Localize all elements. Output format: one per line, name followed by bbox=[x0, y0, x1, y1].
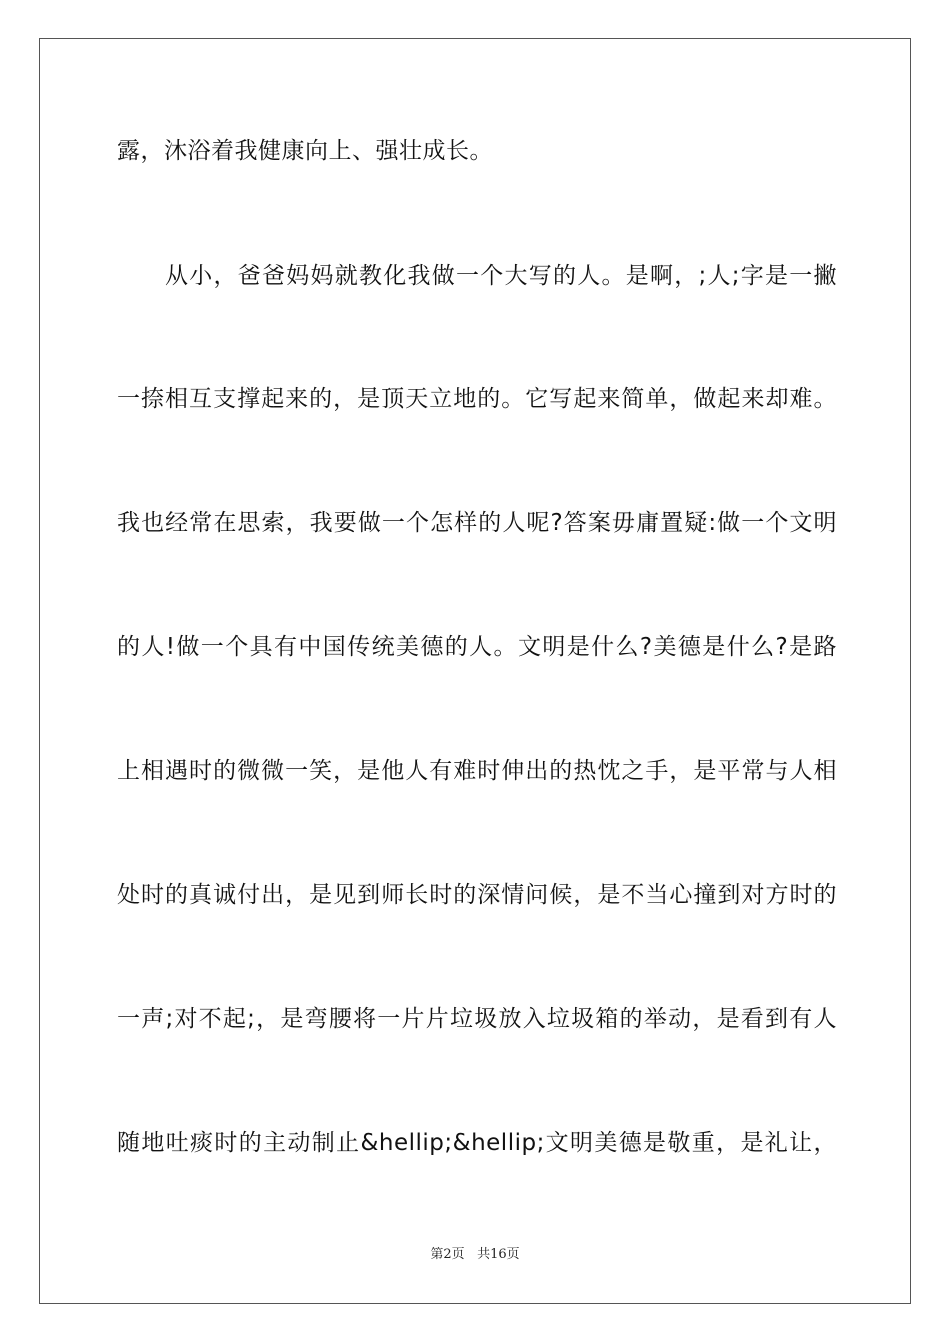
text-line-3: 一捺相互支撑起来的，是顶天立地的。它写起来简单，做起来却难。 bbox=[117, 386, 837, 412]
text-line-8: 一声;对不起;，是弯腰将一片片垃圾放入垃圾箱的举动，是看到有人 bbox=[117, 1006, 837, 1032]
text-line-4: 我也经常在思索，我要做一个怎样的人呢?答案毋庸置疑:做一个文明 bbox=[117, 510, 837, 536]
text-line-5: 的人!做一个具有中国传统美德的人。文明是什么?美德是什么?是路 bbox=[117, 634, 837, 660]
page-footer bbox=[0, 1246, 950, 1264]
text-line-9: 随地吐痰时的主动制止&hellip;&hellip;文明美德是敬重，是礼让， bbox=[117, 1130, 837, 1156]
page-number: 第2页 bbox=[430, 1247, 465, 1262]
page-frame bbox=[39, 38, 911, 1304]
page-total: 共16页 bbox=[477, 1247, 520, 1262]
text-line-6: 上相遇时的微微一笑，是他人有难时伸出的热忱之手，是平常与人相 bbox=[117, 758, 837, 784]
text-line-2: 从小，爸爸妈妈就教化我做一个大写的人。是啊，;人;字是一撇 bbox=[165, 263, 837, 289]
text-line-7: 处时的真诚付出，是见到师长时的深情问候，是不当心撞到对方时的 bbox=[117, 882, 837, 908]
text-line-1: 露，沐浴着我健康向上、强壮成长。 bbox=[117, 138, 493, 164]
